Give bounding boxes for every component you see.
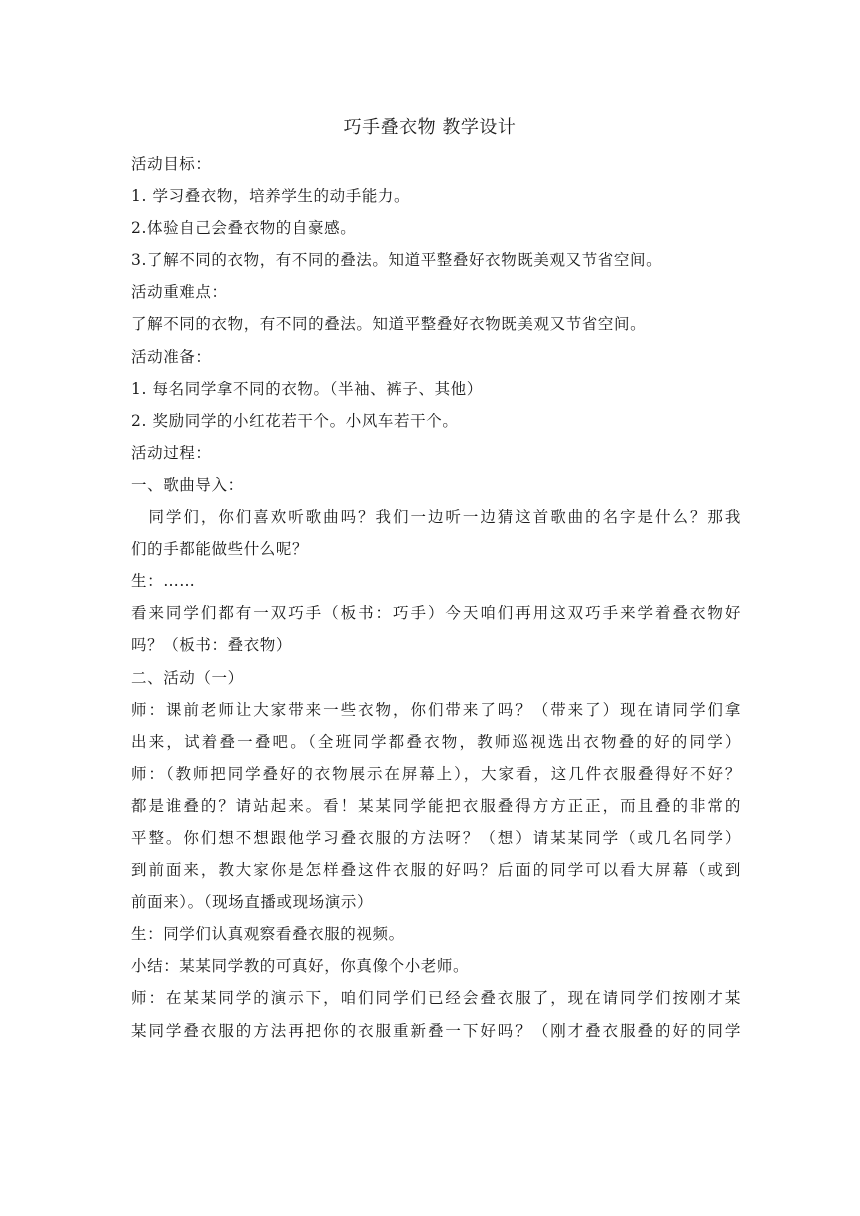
paragraph-line: 前面来）。（现场直播或现场演示） — [131, 893, 374, 912]
preparation-1: 1. 每名同学拿不同的衣物。（半袖、裤子、其他） — [131, 379, 483, 398]
paragraph-line: 平整。你们想不想跟他学习叠衣服的方法呀？（想）请某某同学（或几名同学） — [131, 828, 741, 847]
heading-process: 活动过程： — [131, 443, 212, 462]
key-points-text: 了解不同的衣物，有不同的叠法。知道平整叠好衣物既美观又节省空间。 — [131, 315, 647, 334]
paragraph-line: 某同学叠衣服的方法再把你的衣服重新叠一下好吗？（刚才叠衣服叠的好的同学 — [131, 1021, 741, 1040]
preparation-2: 2. 奖励同学的小红花若干个。小风车若干个。 — [131, 411, 459, 430]
paragraph-line: 师：在某某同学的演示下，咱们同学们已经会叠衣服了，现在请同学们按刚才某 — [131, 989, 741, 1008]
paragraph-line: 师：课前老师让大家带来一些衣物，你们带来了吗？（带来了）现在请同学们拿 — [131, 700, 741, 719]
paragraph-line: 生：同学们认真观察看叠衣服的视频。 — [131, 925, 405, 944]
document-body — [131, 148, 741, 1047]
paragraph-line: 师：（教师把同学叠好的衣物展示在屏幕上），大家看，这几件衣服叠得好不好？ — [131, 764, 741, 783]
heading-key-points: 活动重难点： — [131, 283, 228, 302]
section-song-intro: 一、歌曲导入： — [131, 475, 244, 494]
paragraph-line: 出来，试着叠一叠吧。（全班同学都叠衣物，教师巡视选出衣物叠的好的同学） — [131, 732, 741, 751]
heading-objectives: 活动目标： — [131, 155, 212, 173]
objective-3: 3.了解不同的衣物，有不同的叠法。知道平整叠好衣物既美观又节省空间。 — [131, 251, 663, 270]
paragraph-line: 吗？（板书：叠衣物） — [131, 636, 293, 655]
paragraph-line: 同学们，你们喜欢听歌曲吗？我们一边听一边猜这首歌曲的名字是什么？那我 — [131, 508, 741, 527]
heading-preparation: 活动准备： — [131, 347, 212, 366]
paragraph-line: 生：…… — [131, 572, 196, 591]
objective-1: 1. 学习叠衣物，培养学生的动手能力。 — [131, 187, 411, 206]
section-activity-1: 二、活动（一） — [131, 668, 244, 687]
document-title: 巧手叠衣物 教学设计 — [343, 117, 517, 138]
objective-2: 2.体验自己会叠衣物的自豪感。 — [131, 219, 357, 238]
paragraph-line: 们的手都能做些什么呢？ — [131, 540, 309, 559]
paragraph-line: 都是谁叠的？请站起来。看！某某同学能把衣服叠得方方正正，而且叠的非常的 — [131, 796, 741, 815]
paragraph-line: 到前面来，教大家你是怎样叠这件衣服的好吗？后面的同学可以看大屏幕（或到 — [131, 861, 741, 880]
paragraph-line: 小结：某某同学教的可真好，你真像个小老师。 — [131, 957, 470, 976]
paragraph-line: 看来同学们都有一双巧手（板书：巧手）今天咱们再用这双巧手来学着叠衣物好 — [131, 604, 741, 623]
